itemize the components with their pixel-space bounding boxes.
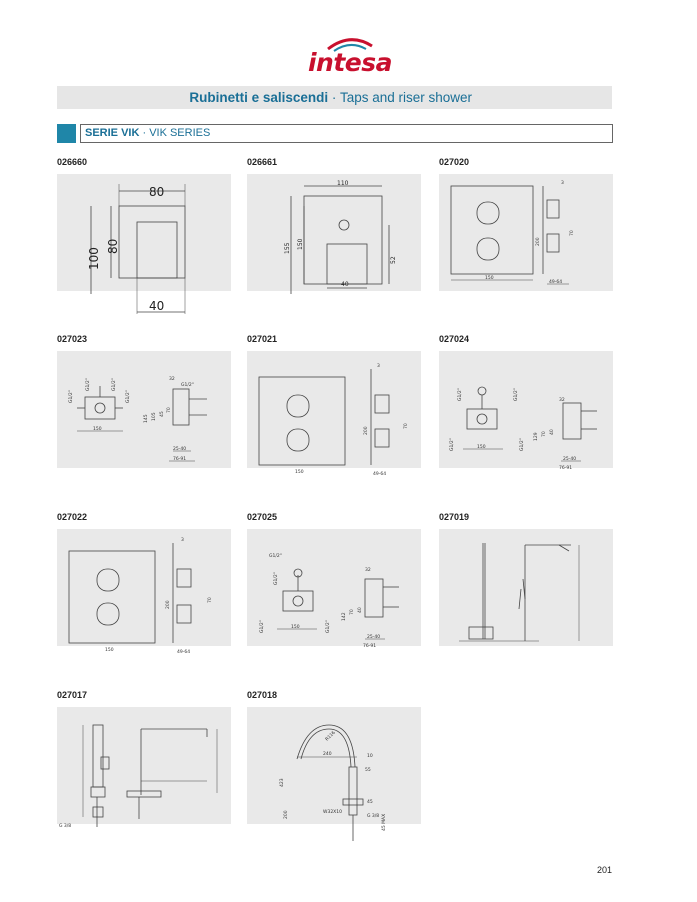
product-code: 027025 — [247, 512, 278, 522]
dim-label: 142 — [342, 612, 347, 621]
dim-label: 45 — [367, 800, 373, 805]
technical-drawing — [57, 351, 231, 468]
dim-label: G1/2" — [274, 572, 279, 585]
series-separator: · — [139, 127, 150, 139]
page-number: 201 — [596, 865, 612, 875]
product-code: 027019 — [439, 512, 470, 522]
dim-label: G1/2" — [450, 438, 455, 451]
product-code: 027017 — [57, 690, 88, 700]
series-accent-square — [57, 124, 76, 143]
dim-label: 40 — [341, 281, 349, 288]
dim-label: 105 — [152, 412, 157, 421]
dim-label: 70 — [570, 230, 575, 236]
series-title — [85, 127, 210, 139]
dim-label: G1/2" — [520, 438, 525, 451]
dim-label: 32 — [559, 398, 565, 403]
dim-label: 80 — [106, 238, 120, 254]
dim-label: 10 — [367, 754, 373, 759]
dim-label: 200 — [364, 426, 369, 435]
product-code: 027022 — [57, 512, 88, 522]
dim-label: 25-40 — [367, 635, 381, 640]
title-separator: · — [328, 90, 340, 105]
dim-label: G1/2" — [260, 620, 265, 633]
dim-label: 145 — [144, 414, 149, 423]
technical-drawing — [439, 529, 613, 646]
dim-label: 129 — [534, 432, 539, 441]
product-code: 027018 — [247, 690, 278, 700]
dim-label: G1/2" — [458, 388, 463, 401]
technical-drawing — [57, 529, 231, 655]
dim-label: 80 — [149, 185, 165, 199]
product-code: 027023 — [57, 334, 88, 344]
dim-label: 25-40 — [173, 447, 187, 452]
dim-label: G 3/8 — [367, 814, 380, 819]
product-code: 026661 — [247, 157, 278, 167]
dim-label: 200 — [284, 810, 289, 819]
dim-label: 45 — [160, 411, 165, 417]
technical-drawing — [247, 529, 421, 649]
dim-label: G1/2" — [126, 390, 131, 403]
dim-label: 150 — [297, 238, 304, 250]
dim-label: 25-40 — [563, 457, 577, 462]
dim-label: 76-91 — [173, 457, 187, 462]
title-english: Taps and riser shower — [339, 90, 472, 105]
dim-label: G1/2" — [269, 554, 282, 559]
dim-label: G1/2" — [69, 390, 74, 403]
technical-drawing — [247, 174, 421, 291]
product-code: 026660 — [57, 157, 88, 167]
dim-label: 52 — [390, 256, 397, 264]
dim-label: G1/2" — [112, 378, 117, 391]
dim-label: G1/2" — [181, 383, 194, 388]
page-title — [189, 90, 472, 105]
technical-drawing — [247, 707, 421, 831]
dim-label: 423 — [280, 778, 285, 787]
dim-label: 70 — [350, 609, 355, 615]
dim-label: 200 — [166, 600, 171, 609]
dim-label: 150 — [105, 648, 114, 653]
dim-label: 40 — [149, 299, 165, 313]
dim-label: G 3/8 — [59, 824, 72, 829]
dim-label: 49-64 — [177, 650, 191, 655]
dim-label: 155 — [284, 242, 291, 254]
dim-label: 150 — [295, 470, 304, 475]
title-bar — [57, 86, 612, 109]
brand-name: intesa — [307, 48, 393, 77]
dim-label: 150 — [485, 276, 494, 281]
dim-label: 150 — [93, 427, 102, 432]
dim-label: 3 — [561, 181, 564, 186]
technical-drawing — [439, 351, 613, 471]
dim-label: 40 — [550, 429, 555, 435]
product-code: 027020 — [439, 157, 470, 167]
dim-label: 40 — [358, 607, 363, 613]
product-code: 027024 — [439, 334, 470, 344]
dim-label: W32X10 — [323, 810, 342, 815]
dim-label: 240 — [323, 752, 332, 757]
dim-label: 70 — [208, 597, 213, 603]
dim-label: G1/2" — [326, 620, 331, 633]
dim-label: R116 — [324, 730, 337, 743]
dim-label: 76-91 — [559, 466, 573, 471]
dim-label: 70 — [404, 423, 409, 429]
dim-label: 200 — [536, 237, 541, 246]
dim-label: 150 — [477, 445, 486, 450]
dim-label: 3 — [181, 538, 184, 543]
dim-label: 110 — [337, 180, 349, 187]
dim-label: G1/2" — [514, 388, 519, 401]
series-header — [80, 124, 613, 143]
dim-label: 49-64 — [549, 280, 563, 285]
dim-label: 49-64 — [373, 472, 387, 477]
dim-label: 70 — [167, 407, 172, 413]
dim-label: 150 — [291, 625, 300, 630]
dim-label: 32 — [169, 377, 175, 382]
dim-label: 45 MAX — [382, 813, 387, 831]
series-label-english: VIK SERIES — [149, 127, 211, 139]
title-italian: Rubinetti e saliscendi — [189, 90, 329, 105]
technical-drawing — [57, 174, 231, 313]
dim-label: 100 — [87, 247, 101, 270]
technical-drawing — [247, 351, 421, 477]
dim-label: 70 — [542, 431, 547, 437]
technical-drawing — [57, 707, 231, 829]
technical-drawing — [439, 174, 613, 291]
dim-label: 55 — [365, 768, 371, 773]
product-code: 027021 — [247, 334, 278, 344]
dim-label: 3 — [377, 364, 380, 369]
dim-label: G1/2" — [86, 378, 91, 391]
brand-logo — [290, 34, 410, 84]
dim-label: 76-91 — [363, 644, 377, 649]
series-label-italian: SERIE VIK — [85, 127, 140, 139]
dim-label: 32 — [365, 568, 371, 573]
